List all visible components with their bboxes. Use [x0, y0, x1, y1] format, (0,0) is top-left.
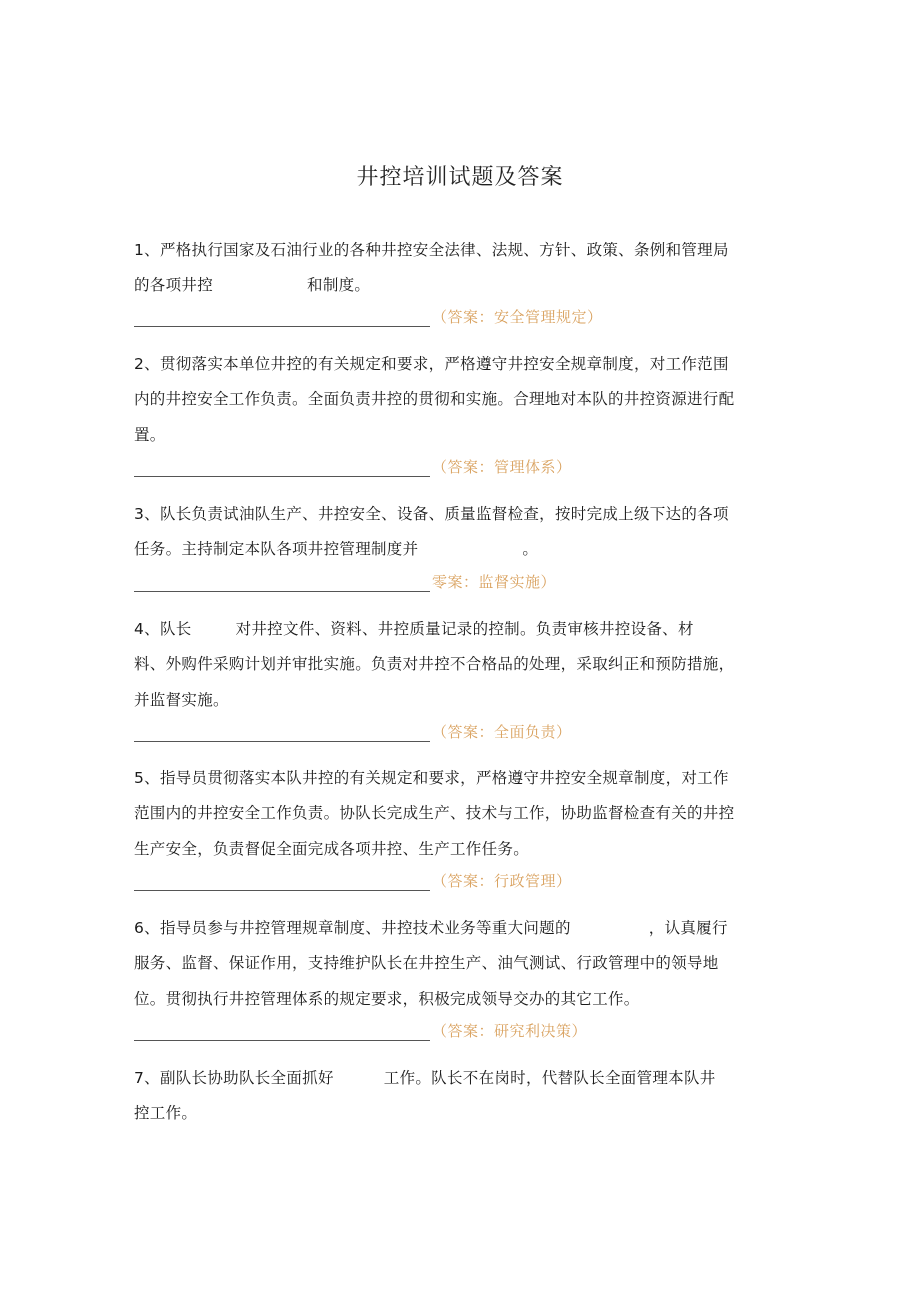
question-4-line-1: [134, 617, 694, 639]
question-7-text-after-blank: 工作。队长不在岗时，代替队长全面管理本队井: [383, 1069, 716, 1087]
question-4-text-before-blank: 4、队长: [134, 620, 192, 638]
question-5-answer-blank: [134, 876, 430, 891]
question-2-line-1: 2、贯彻落实本单位井控的有关规定和要求，严格遵守井控安全规章制度，对工作范围: [134, 355, 729, 373]
question-4-text-after-blank: 对井控文件、资料、井控质量记录的控制。负责审核井控设备、材: [235, 620, 694, 638]
question-2-line-2: 内的井控安全工作负责。全面负责井控的贯彻和实施。合理地对本队的井控资源进行配: [134, 390, 735, 408]
question-6-line-3: 位。贯彻执行井控管理体系的规定要求，积极完成领导交办的其它工作。: [134, 990, 640, 1008]
question-4-line-3: 并监督实施。: [134, 691, 229, 709]
question-6-answer: （答案：研究利决策）: [432, 1022, 588, 1040]
question-3-answer: 零案：监督实施）: [432, 573, 557, 591]
question-1-answer-row: [134, 306, 603, 328]
document-title: 井控培训试题及答案: [356, 165, 564, 190]
question-3-text-before-blank: 任务。主持制定本队各项井控管理制度并: [134, 540, 419, 558]
question-6-text-before-blank: 6、指导员参与井控管理规章制度、井控技术业务等重大问题的: [134, 919, 571, 937]
question-3-answer-row: [134, 571, 556, 593]
question-5-answer-row: [134, 870, 572, 892]
question-6-text-after-blank: ，认真履行: [648, 919, 728, 937]
question-1-text-before-blank: 的各项井控: [134, 276, 214, 294]
question-3-answer-blank: [134, 577, 430, 592]
question-5-line-3: 生产安全，负责督促全面完成各项井控、生产工作任务。: [134, 840, 530, 858]
question-1-line-2: [134, 273, 370, 295]
question-6-line-1: [134, 916, 728, 938]
question-5-line-2: 范围内的井控安全工作负责。协队长完成生产、技术与工作，协助监督检查有关的井控: [134, 804, 735, 822]
question-5-answer: （答案：行政管理）: [432, 872, 572, 890]
question-4-answer-blank: [134, 727, 430, 742]
question-4-answer-row: [134, 721, 572, 743]
question-2-answer-row: [134, 456, 572, 478]
question-5-line-1: 5、指导员贯彻落实本队井控的有关规定和要求，严格遵守井控安全规章制度，对工作: [134, 769, 729, 787]
question-6-answer-blank: [134, 1026, 430, 1041]
question-2-line-3: 置。: [134, 426, 166, 444]
question-4-line-2: 料、外购件采购计划并审批实施。负责对井控不合格品的处理，采取纠正和预防措施，: [134, 655, 735, 673]
question-3-line-1: 3、队长负责试油队生产、井控安全、设备、质量监督检查，按时完成上级下达的各项: [134, 505, 729, 523]
question-4-answer: （答案：全面负责）: [432, 723, 572, 741]
question-1-answer-blank: [134, 312, 430, 327]
question-3-text-after-blank: 。: [522, 540, 539, 558]
question-7-text-before-blank: 7、副队长协助队长全面抓好: [134, 1069, 334, 1087]
question-2-answer-blank: [134, 462, 430, 477]
question-6-line-2: 服务、监督、保证作用，支持维护队长在井控生产、油气测试、行政管理中的领导地: [134, 954, 719, 972]
question-1-answer: （答案：安全管理规定）: [432, 308, 603, 326]
question-7-line-1: [134, 1066, 716, 1088]
question-7-line-2: 控工作。: [134, 1104, 198, 1122]
question-3-line-2: [134, 537, 538, 559]
question-2-answer: （答案：管理体系）: [432, 458, 572, 476]
question-1-text-after-blank: 和制度。: [307, 276, 371, 294]
question-6-answer-row: [134, 1020, 587, 1042]
question-1-line-1: 1、严格执行国家及石油行业的各种井控安全法律、法规、方针、政策、条例和管理局: [134, 241, 729, 259]
